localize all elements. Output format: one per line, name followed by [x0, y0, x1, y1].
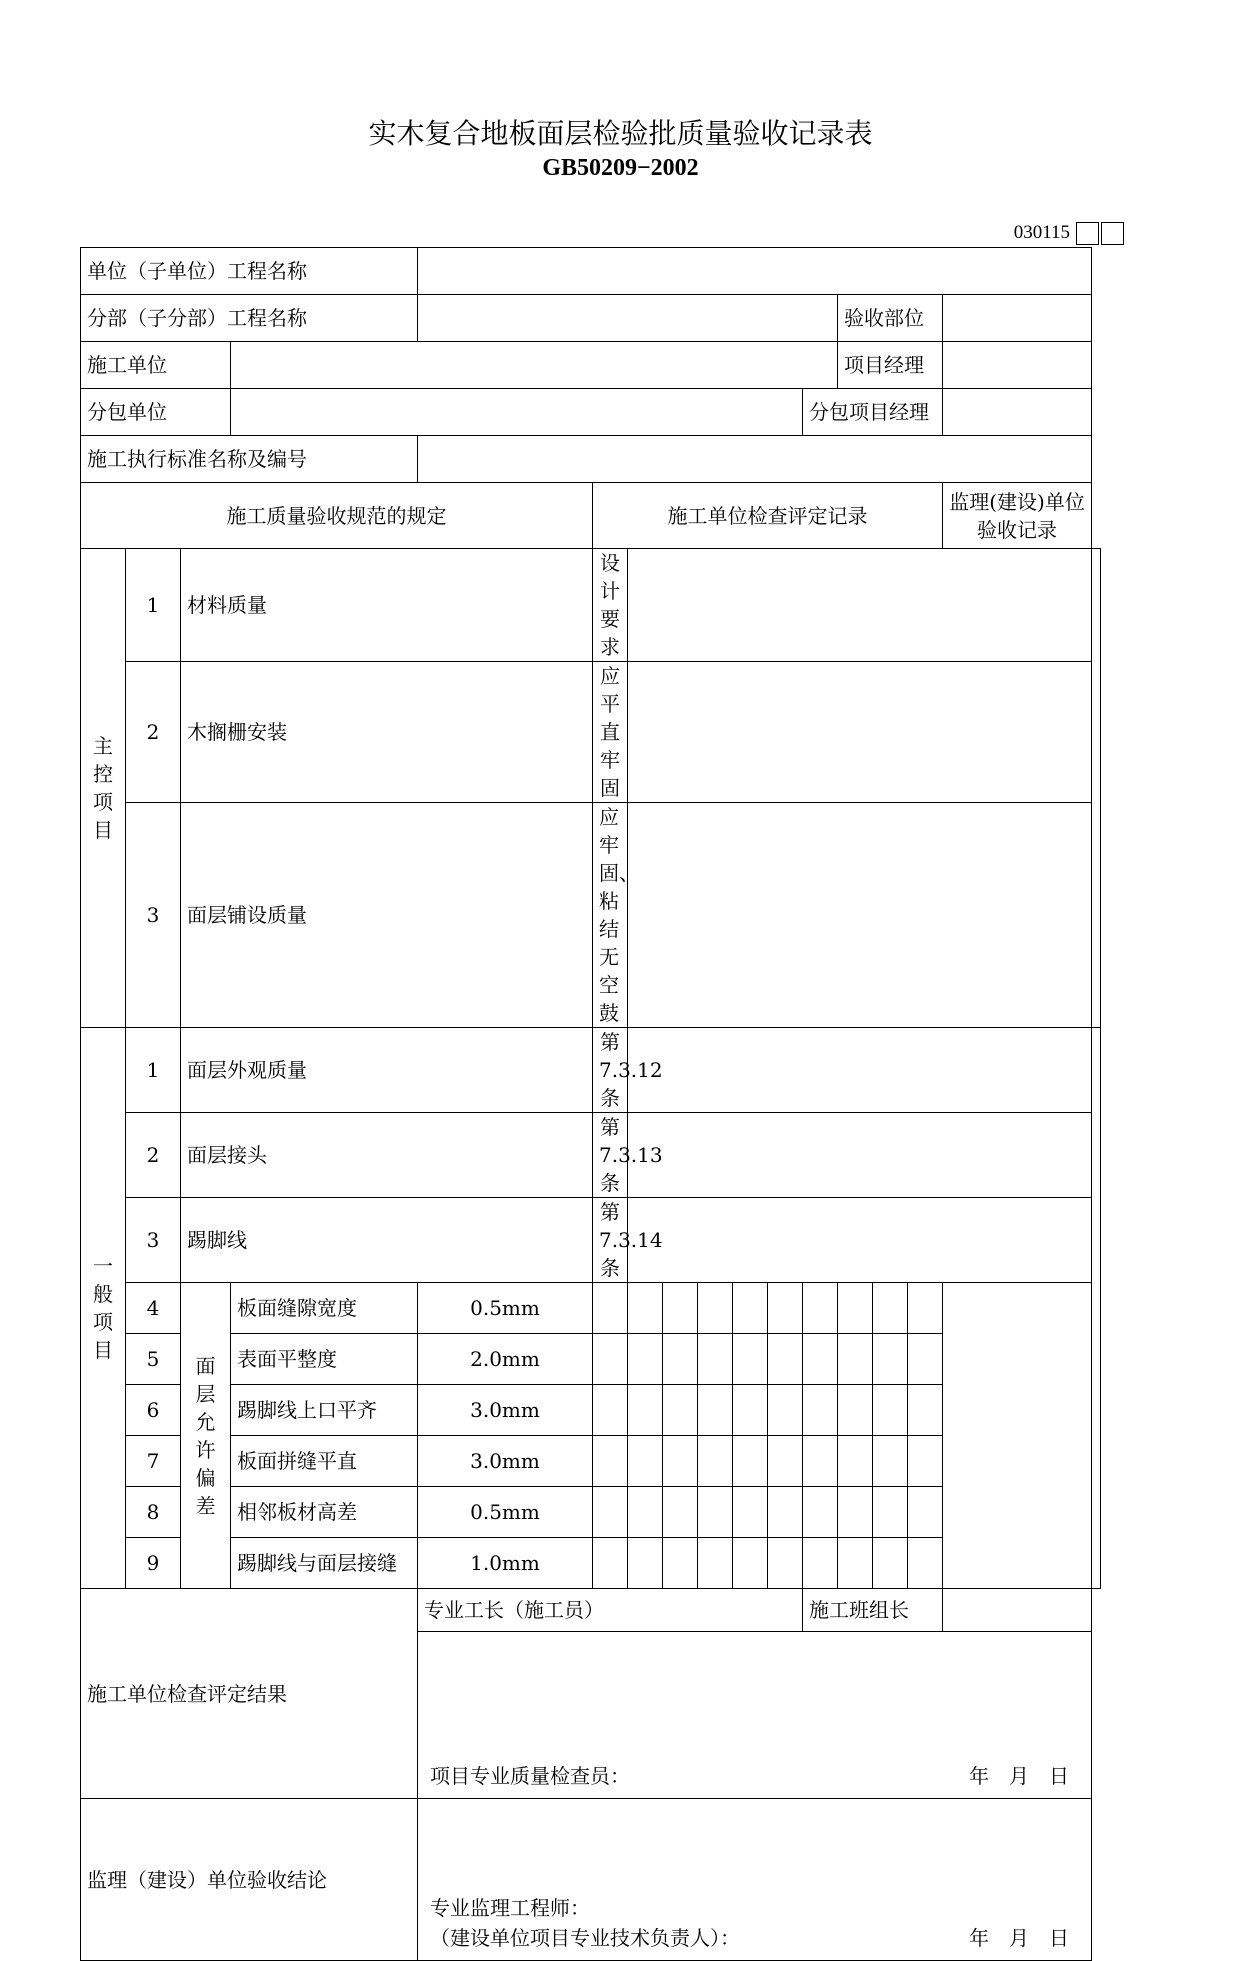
form-code-text: 030115 [1013, 222, 1070, 243]
general-items-supervision-field[interactable] [1092, 1028, 1101, 1589]
measure-cell[interactable] [803, 1436, 838, 1487]
measure-cell[interactable] [908, 1283, 943, 1334]
result-date: 年 月 日 [969, 1764, 1070, 1788]
measure-cell[interactable] [733, 1487, 768, 1538]
general-item-requirement: 第 7.3.13 条 [593, 1113, 628, 1198]
measure-cell[interactable] [838, 1538, 873, 1589]
main-item-name: 木搁栅安装 [181, 662, 593, 803]
measure-cell[interactable] [908, 1436, 943, 1487]
acceptance-part-label: 验收部位 [838, 295, 943, 342]
main-items-group-text: 主控项目 [93, 734, 113, 842]
main-item-no: 3 [126, 803, 181, 1028]
subcontract-manager-field[interactable] [943, 389, 1092, 436]
general-item-name: 面层接头 [181, 1113, 593, 1198]
measure-cell[interactable] [593, 1283, 628, 1334]
measure-cell[interactable] [628, 1283, 663, 1334]
general-items-group-text: 一般项目 [93, 1254, 113, 1362]
general-item-name: 踢脚线 [181, 1198, 593, 1283]
code-box-2[interactable] [1101, 222, 1124, 245]
measure-cell[interactable] [803, 1283, 838, 1334]
measure-cell[interactable] [838, 1385, 873, 1436]
standard-code: GB50209−2002 [542, 155, 699, 181]
engineer-label: 专业监理工程师： [430, 1896, 590, 1920]
main-item-record-field[interactable] [628, 549, 1092, 662]
measure-cell[interactable] [873, 1436, 908, 1487]
form-code [1014, 220, 1124, 246]
measure-cell[interactable] [593, 1487, 628, 1538]
main-item-no: 2 [126, 662, 181, 803]
supervision-record-column-header: 监理(建设)单位验收记录 [943, 483, 1092, 549]
main-item-record-field[interactable] [628, 803, 1092, 1028]
main-item-requirement: 应牢固、粘结无空鼓 [593, 803, 628, 1028]
measure-cell[interactable] [733, 1385, 768, 1436]
main-item-requirement: 应平直牢固 [593, 662, 628, 803]
owner-rep-label: （建设单位项目专业技术负责人）： [430, 1926, 740, 1950]
measure-cell[interactable] [803, 1487, 838, 1538]
general-item-record-field[interactable] [628, 1113, 1092, 1198]
general-item-no: 2 [126, 1113, 181, 1198]
conclusion-label: 监理（建设）单位验收结论 [81, 1799, 418, 1961]
measure-cell[interactable] [628, 1436, 663, 1487]
main-item-record-field[interactable] [628, 662, 1092, 803]
measure-cell[interactable] [733, 1538, 768, 1589]
measure-cell[interactable] [838, 1283, 873, 1334]
measure-cell[interactable] [908, 1385, 943, 1436]
measure-cell[interactable] [593, 1334, 628, 1385]
measure-cell[interactable] [768, 1334, 803, 1385]
measure-cell[interactable] [873, 1334, 908, 1385]
measure-cell[interactable] [698, 1487, 733, 1538]
team-leader-field[interactable] [943, 1589, 1092, 1632]
construction-unit-label: 施工单位 [81, 342, 231, 389]
deviation-item-tolerance: 1.0mm [418, 1538, 593, 1589]
measure-cell[interactable] [768, 1385, 803, 1436]
main-items-supervision-field[interactable] [1092, 549, 1101, 1028]
deviation-item-name: 板面拼缝平直 [231, 1436, 418, 1487]
page-title: 实木复合地板面层检验批质量验收记录表 [368, 117, 873, 150]
deviation-item-tolerance: 0.5mm [418, 1487, 593, 1538]
measure-cell[interactable] [733, 1334, 768, 1385]
measure-cell[interactable] [838, 1487, 873, 1538]
main-item-name: 材料质量 [181, 549, 593, 662]
main-item-requirement: 设计要求 [593, 549, 628, 662]
deviation-item-no: 9 [126, 1538, 181, 1589]
measure-cell[interactable] [768, 1487, 803, 1538]
deviation-item-no: 5 [126, 1334, 181, 1385]
acceptance-part-field[interactable] [943, 295, 1092, 342]
main-item-name: 面层铺设质量 [181, 803, 593, 1028]
division-project-name-field[interactable] [418, 295, 838, 342]
deviation-item-tolerance: 2.0mm [418, 1334, 593, 1385]
subcontract-manager-label: 分包项目经理 [803, 389, 943, 436]
foreman-label: 专业工长（施工员） [418, 1589, 803, 1632]
deviation-item-name: 相邻板材高差 [231, 1487, 418, 1538]
general-item-requirement: 第 7.3.12 条 [593, 1028, 628, 1113]
deviation-item-name: 表面平整度 [231, 1334, 418, 1385]
deviation-group-label [181, 1283, 231, 1589]
measure-cell[interactable] [803, 1538, 838, 1589]
acceptance-form [80, 247, 1101, 1961]
deviation-item-tolerance: 0.5mm [418, 1283, 593, 1334]
general-item-name: 面层外观质量 [181, 1028, 593, 1113]
measure-cell[interactable] [628, 1334, 663, 1385]
measure-cell[interactable] [768, 1283, 803, 1334]
general-item-no: 1 [126, 1028, 181, 1113]
measure-cell[interactable] [628, 1385, 663, 1436]
main-item-no: 1 [126, 549, 181, 662]
deviation-item-name: 踢脚线上口平齐 [231, 1385, 418, 1436]
general-item-no: 3 [126, 1198, 181, 1283]
subcontract-unit-field[interactable] [231, 389, 803, 436]
project-manager-field[interactable] [943, 342, 1092, 389]
measure-cell[interactable] [838, 1436, 873, 1487]
measure-cell[interactable] [593, 1538, 628, 1589]
deviation-item-tolerance: 3.0mm [418, 1436, 593, 1487]
inspector-label: 项目专业质量检查员： [430, 1764, 630, 1788]
measure-cell[interactable] [593, 1385, 628, 1436]
measure-cell[interactable] [733, 1283, 768, 1334]
measure-cell[interactable] [663, 1436, 698, 1487]
measure-cell[interactable] [768, 1538, 803, 1589]
measure-cell[interactable] [663, 1385, 698, 1436]
measure-cell[interactable] [663, 1334, 698, 1385]
conclusion-date: 年 月 日 [969, 1926, 1070, 1950]
measure-cell[interactable] [698, 1538, 733, 1589]
project-manager-label: 项目经理 [838, 342, 943, 389]
unit-project-name-label: 单位（子单位）工程名称 [81, 248, 418, 295]
exec-standard-label: 施工执行标准名称及编号 [81, 436, 418, 483]
measure-cell[interactable] [698, 1283, 733, 1334]
measure-cell[interactable] [663, 1538, 698, 1589]
deviation-item-no: 6 [126, 1385, 181, 1436]
construction-unit-field[interactable] [231, 342, 838, 389]
measure-cell[interactable] [873, 1538, 908, 1589]
measure-cell[interactable] [593, 1436, 628, 1487]
measure-cell[interactable] [803, 1385, 838, 1436]
measure-cell[interactable] [698, 1334, 733, 1385]
measure-cell[interactable] [873, 1283, 908, 1334]
deviation-item-no: 4 [126, 1283, 181, 1334]
general-item-requirement: 第 7.3.14 条 [593, 1198, 628, 1283]
deviation-item-tolerance: 3.0mm [418, 1385, 593, 1436]
general-item-record-field[interactable] [628, 1028, 1092, 1113]
measure-cell[interactable] [908, 1538, 943, 1589]
deviation-item-name: 板面缝隙宽度 [231, 1283, 418, 1334]
deviation-item-no: 8 [126, 1487, 181, 1538]
general-items-group-label [81, 1028, 126, 1589]
measure-cell[interactable] [873, 1487, 908, 1538]
general-item-record-field[interactable] [628, 1198, 1092, 1283]
spec-column-header: 施工质量验收规范的规定 [81, 483, 593, 549]
division-project-name-label: 分部（子分部）工程名称 [81, 295, 418, 342]
measure-cell[interactable] [768, 1436, 803, 1487]
deviation-item-name: 踢脚线与面层接缝 [231, 1538, 418, 1589]
team-leader-label: 施工班组长 [803, 1589, 943, 1632]
measure-cell[interactable] [803, 1334, 838, 1385]
measure-cell[interactable] [838, 1334, 873, 1385]
measure-cell[interactable] [663, 1487, 698, 1538]
measure-cell[interactable] [628, 1487, 663, 1538]
deviation-item-no: 7 [126, 1436, 181, 1487]
code-box-1[interactable] [1076, 222, 1099, 245]
result-label: 施工单位检查评定结果 [81, 1589, 418, 1799]
measure-cell[interactable] [733, 1436, 768, 1487]
subcontract-unit-label: 分包单位 [81, 389, 231, 436]
measure-cell[interactable] [873, 1385, 908, 1436]
main-items-group-label [81, 549, 126, 1028]
result-body[interactable] [418, 1632, 1092, 1799]
deviation-group-text: 面层允许偏差 [195, 1353, 216, 1518]
measure-cell[interactable] [628, 1538, 663, 1589]
measure-cell[interactable] [663, 1283, 698, 1334]
conclusion-body[interactable] [418, 1799, 1092, 1961]
measure-cell[interactable] [698, 1436, 733, 1487]
check-record-column-header: 施工单位检查评定记录 [593, 483, 943, 549]
measure-cell[interactable] [698, 1385, 733, 1436]
measure-cell[interactable] [908, 1487, 943, 1538]
exec-standard-field[interactable] [418, 436, 1092, 483]
unit-project-name-field[interactable] [418, 248, 1092, 295]
measure-cell[interactable] [908, 1334, 943, 1385]
